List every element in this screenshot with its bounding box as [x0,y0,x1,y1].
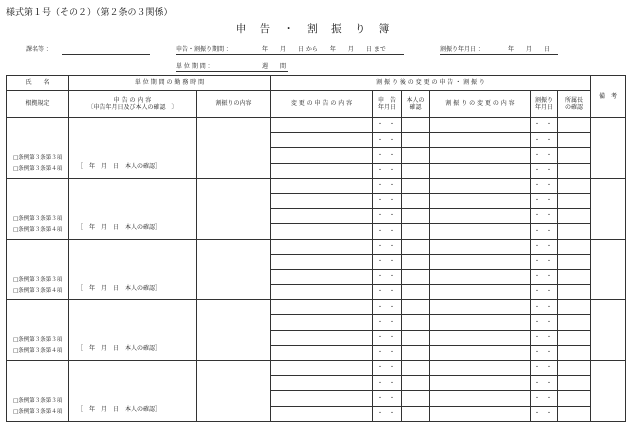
declare-date-cell[interactable]: ・ ・ [373,163,402,178]
allocation-date-cell[interactable]: ・ ・ [531,239,558,254]
self-confirm-cell[interactable] [402,391,430,406]
change-allocation-cell[interactable] [430,163,531,178]
declare-date-cell[interactable]: ・ ・ [373,300,402,315]
chief-confirm-cell[interactable] [558,345,591,360]
change-declaration-cell[interactable] [271,345,373,360]
entry-rule-cell[interactable] [7,178,69,239]
allocation-content-header: 割振りの内容 [197,91,271,118]
basis-rule-header: 根拠規定 [7,91,69,118]
allocation-date-cell[interactable]: ・ ・ [531,148,558,163]
change-declaration-cell[interactable] [271,285,373,300]
entry-declaration-cell[interactable] [69,118,197,179]
self-confirm-cell[interactable] [402,345,430,360]
allocation-date-cell[interactable]: ・ ・ [531,300,558,315]
change-declaration-cell[interactable] [271,118,373,133]
confirm-note: ［ 年 月 日 本人の確認］ [77,345,162,353]
entry-allocation-cell[interactable] [197,118,271,179]
chief-confirm-cell[interactable] [558,376,591,391]
change-declaration-cell[interactable] [271,254,373,269]
assign-month-text: 年 月 日 [508,46,551,53]
change-declaration-cell[interactable] [271,330,373,345]
change-allocation-cell[interactable] [430,391,531,406]
self-confirm-cell[interactable] [402,254,430,269]
self-confirm-cell[interactable] [402,193,430,208]
rule-article-3-4: □条例第３条第４項 [13,287,63,294]
confirm-note: ［ 年 月 日 本人の確認］ [77,223,162,231]
chief-confirm-cell[interactable] [558,239,591,254]
entry-subrow [7,178,626,193]
declaration-content-sub: 〔申告年月日及び本人の確認 〕 [87,104,178,111]
rule-article-3-3: □条例第３条第３項 [13,398,63,404]
change-allocation-cell[interactable] [430,285,531,300]
entry-allocation-cell[interactable] [197,361,271,422]
chief-confirm-cell[interactable] [558,193,591,208]
declare-date-cell[interactable]: ・ ・ [373,391,402,406]
change-allocation-cell[interactable] [430,406,531,421]
declare-date-cell[interactable]: ・ ・ [373,118,402,133]
allocation-date-cell[interactable]: ・ ・ [531,330,558,345]
change-allocation-cell[interactable] [430,269,531,284]
remarks-header: 備 考 [591,76,626,118]
self-confirm-cell[interactable] [402,239,430,254]
chief-confirm-cell[interactable] [558,300,591,315]
declaration-content-header [69,91,197,118]
self-confirm-cell[interactable] [402,224,430,239]
entry-declaration-cell[interactable] [69,239,197,300]
change-declaration-cell[interactable] [271,148,373,163]
office-underline [62,54,150,55]
change-declaration-cell[interactable] [271,133,373,148]
allocation-date-cell[interactable]: ・ ・ [531,361,558,376]
allocation-date-cell[interactable]: ・ ・ [531,133,558,148]
chief-confirm-cell[interactable] [558,269,591,284]
allocation-date-cell[interactable]: ・ ・ [531,391,558,406]
entry-subrow [7,239,626,254]
change-allocation-cell[interactable] [430,361,531,376]
chief-confirm-header: 所属長 の確認 [558,91,591,118]
entry-remarks-cell[interactable] [591,178,626,239]
entry-remarks-cell[interactable] [591,239,626,300]
allocation-date-cell[interactable]: ・ ・ [531,178,558,193]
self-confirm-cell[interactable] [402,376,430,391]
chief-confirm-cell[interactable] [558,118,591,133]
declare-date-cell[interactable]: ・ ・ [373,406,402,421]
allocation-date-cell[interactable]: ・ ・ [531,269,558,284]
chief-confirm-cell[interactable] [558,178,591,193]
self-confirm-cell[interactable] [402,406,430,421]
entry-remarks-cell[interactable] [591,300,626,361]
allocation-date-cell[interactable]: ・ ・ [531,345,558,360]
header-row-2 [7,91,626,118]
allocation-date-cell[interactable]: ・ ・ [531,254,558,269]
change-declaration-cell[interactable] [271,209,373,224]
entry-allocation-cell[interactable] [197,239,271,300]
entry-rule-cell[interactable] [7,300,69,361]
self-confirm-cell[interactable] [402,269,430,284]
office-label: 課名等 ： [26,46,52,53]
change-allocation-cell[interactable] [430,118,531,133]
rule-article-3-4: □条例第３条第４項 [13,166,63,172]
confirm-note: ［ 年 月 日 本人の確認］ [77,284,162,292]
change-allocation-cell[interactable] [430,300,531,315]
change-allocation-cell[interactable] [430,209,531,224]
rule-article-3-4: □条例第３条第４項 [13,409,63,415]
change-allocation-cell[interactable] [430,193,531,208]
self-confirm-cell[interactable] [402,178,430,193]
declare-date-cell[interactable]: ・ ・ [373,224,402,239]
entry-subrow [7,118,626,133]
change-declaration-cell[interactable] [271,300,373,315]
self-confirm-header: 本人の 確認 [402,91,430,118]
entry-subrow [7,361,626,376]
declare-date-cell[interactable]: ・ ・ [373,239,402,254]
change-allocation-cell[interactable] [430,239,531,254]
allocation-date-header: 割振り 年月日 [531,91,558,118]
allocation-date-cell[interactable]: ・ ・ [531,209,558,224]
form-number: 様式第１号（その２）（第２条の３関係） [6,8,173,18]
change-declaration-cell[interactable] [271,193,373,208]
chief-confirm-cell[interactable] [558,285,591,300]
allocation-date-cell[interactable]: ・ ・ [531,406,558,421]
assign-month-label: 割振り年月日 ： [440,46,484,53]
change-allocation-cell[interactable] [430,148,531,163]
rule-article-3-4: □条例第３条第４項 [13,226,63,233]
period-text: 年 月 日 から 年 月 日 まで [262,46,386,53]
change-allocation-cell[interactable] [430,254,531,269]
allocation-date-cell[interactable]: ・ ・ [531,118,558,133]
entry-declaration-cell[interactable] [69,178,197,239]
change-declaration-cell[interactable] [271,269,373,284]
declare-date-cell[interactable]: ・ ・ [373,209,402,224]
chief-confirm-cell[interactable] [558,315,591,330]
entry-declaration-cell[interactable] [69,361,197,422]
entry-allocation-cell[interactable] [197,300,271,361]
change-allocation-cell[interactable] [430,133,531,148]
header-row-1 [7,76,626,91]
entry-subrow [7,300,626,315]
period-underline [176,54,404,55]
register-table [6,75,626,422]
entry-remarks-cell[interactable] [591,361,626,422]
declare-date-header: 申 告 年月日 [373,91,402,118]
self-confirm-cell[interactable] [402,300,430,315]
unit-period-label: 単 位 期 間 ： [176,63,214,70]
rule-article-3-3: □条例第３条第３項 [13,215,63,222]
change-allocation-cell[interactable] [430,315,531,330]
chief-confirm-cell[interactable] [558,391,591,406]
change-declaration-cell[interactable] [271,361,373,376]
confirm-note: ［ 年 月 日 本人の確認］ [77,163,162,170]
change-allocation-cell[interactable] [430,330,531,345]
declare-date-cell[interactable]: ・ ・ [373,315,402,330]
self-confirm-cell[interactable] [402,209,430,224]
chief-confirm-cell[interactable] [558,148,591,163]
declaration-content-title: 申 告 の 内 容 [113,96,152,104]
entry-remarks-cell[interactable] [591,118,626,179]
chief-confirm-cell[interactable] [558,209,591,224]
rule-article-3-4: □条例第３条第４項 [13,348,63,355]
self-confirm-cell[interactable] [402,361,430,376]
declare-date-cell[interactable]: ・ ・ [373,345,402,360]
self-confirm-cell[interactable] [402,285,430,300]
chief-confirm-cell[interactable] [558,361,591,376]
declare-date-cell[interactable]: ・ ・ [373,133,402,148]
declare-date-cell[interactable]: ・ ・ [373,193,402,208]
entry-allocation-cell[interactable] [197,178,271,239]
change-declaration-cell[interactable] [271,315,373,330]
name-header: 氏 名 [7,76,69,91]
page-title: 申 告 ・ 割 振 り 簿 [235,23,395,35]
declare-date-cell[interactable]: ・ ・ [373,269,402,284]
chief-confirm-cell[interactable] [558,254,591,269]
self-confirm-cell[interactable] [402,163,430,178]
change-declaration-cell[interactable] [271,178,373,193]
unit-period-group-header: 単 位 期 間 の 勤 務 時 間 [69,76,271,91]
assign-month-underline [440,54,558,55]
change-declaration-cell[interactable] [271,406,373,421]
allocation-date-cell[interactable]: ・ ・ [531,193,558,208]
entry-rule-cell[interactable] [7,118,69,179]
declare-date-cell[interactable]: ・ ・ [373,178,402,193]
allocation-date-cell[interactable]: ・ ・ [531,285,558,300]
allocation-date-cell[interactable]: ・ ・ [531,315,558,330]
unit-period-suffix: 週 間 [262,63,287,70]
unit-period-underline [176,71,288,72]
after-allocation-group-header: 割 振 り 後 の 変 更 の 申 告 ・ 割 振 り [271,76,591,91]
self-confirm-cell[interactable] [402,315,430,330]
change-declaration-header: 変 更 の 申 告 の 内 容 [271,91,373,118]
rule-article-3-3: □条例第３条第３項 [13,155,63,161]
declare-date-cell[interactable]: ・ ・ [373,285,402,300]
change-declaration-cell[interactable] [271,376,373,391]
allocation-date-cell[interactable]: ・ ・ [531,163,558,178]
change-allocation-cell[interactable] [430,224,531,239]
chief-confirm-cell[interactable] [558,224,591,239]
self-confirm-cell[interactable] [402,330,430,345]
change-allocation-cell[interactable] [430,376,531,391]
self-confirm-cell[interactable] [402,133,430,148]
entry-rule-cell[interactable] [7,239,69,300]
self-confirm-cell[interactable] [402,118,430,133]
declare-date-cell[interactable]: ・ ・ [373,361,402,376]
entry-rule-cell[interactable] [7,361,69,422]
rule-article-3-3: □条例第３条第３項 [13,337,63,344]
change-declaration-cell[interactable] [271,239,373,254]
chief-confirm-cell[interactable] [558,406,591,421]
chief-confirm-cell[interactable] [558,330,591,345]
allocation-date-cell[interactable]: ・ ・ [531,376,558,391]
change-declaration-cell[interactable] [271,224,373,239]
chief-confirm-cell[interactable] [558,133,591,148]
declare-date-cell[interactable]: ・ ・ [373,330,402,345]
entry-declaration-cell[interactable] [69,300,197,361]
self-confirm-cell[interactable] [402,148,430,163]
declare-date-cell[interactable]: ・ ・ [373,148,402,163]
chief-confirm-cell[interactable] [558,163,591,178]
change-declaration-cell[interactable] [271,163,373,178]
change-allocation-cell[interactable] [430,345,531,360]
change-allocation-cell[interactable] [430,178,531,193]
allocation-date-cell[interactable]: ・ ・ [531,224,558,239]
declare-date-cell[interactable]: ・ ・ [373,376,402,391]
change-declaration-cell[interactable] [271,391,373,406]
confirm-note: ［ 年 月 日 本人の確認］ [77,406,162,413]
rule-article-3-3: □条例第３条第３項 [13,276,63,283]
change-allocation-header: 割 振 り の 変 更 の 内 容 [430,91,531,118]
period-label: 申告・割振り期間 ： [176,46,232,53]
declare-date-cell[interactable]: ・ ・ [373,254,402,269]
